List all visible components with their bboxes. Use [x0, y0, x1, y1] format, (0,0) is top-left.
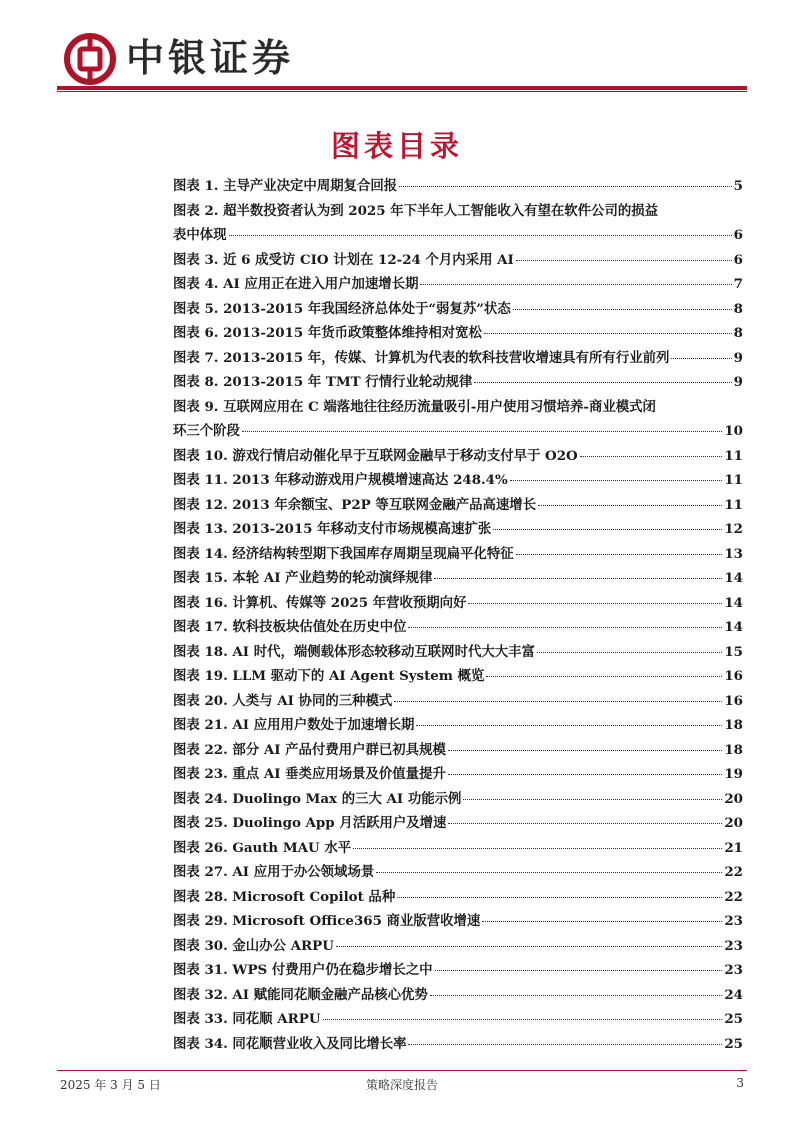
toc-entry-label: 图表 17. 软科技板块估值处在历史中位: [173, 619, 407, 635]
toc-entry-page: 21: [724, 839, 743, 856]
toc-entry-page: 20: [724, 815, 743, 831]
toc-entry[interactable]: [173, 174, 743, 199]
toc-entry-label: 图表 1. 主导产业决定中周期复合回报: [173, 178, 398, 194]
toc-entry-label-line1: 图表 9. 互联网应用在 C 端落地往往经历流量吸引-用户使用习惯培养-商业模式闭: [173, 398, 656, 415]
dot-leader: [448, 774, 723, 775]
toc-entry[interactable]: [173, 615, 743, 640]
toc-entry-page: 23: [724, 913, 743, 929]
dot-leader: [435, 970, 723, 971]
toc-entry-label-line2: 表中体现: [173, 227, 227, 243]
toc-entry-label: 图表 23. 重点 AI 垂类应用场景及价值量提升: [173, 766, 446, 782]
toc-entry-label: 图表 13. 2013-2015 年移动支付市场规模高速扩张: [173, 521, 492, 537]
dot-leader: [537, 652, 722, 653]
dot-leader: [463, 799, 722, 800]
dot-leader: [448, 823, 722, 824]
toc-entry-page: 14: [724, 594, 743, 611]
dot-leader: [513, 309, 732, 310]
dot-leader: [323, 1019, 723, 1020]
toc-entry-label: 图表 7. 2013-2015 年，传媒、计算机为代表的软科技营收增速具有所有行业前列: [173, 349, 670, 366]
toc-entry[interactable]: [173, 1007, 743, 1032]
toc-entry-label: 图表 8. 2013-2015 年 TMT 行情行业轮动规律: [173, 374, 473, 390]
toc-entry-label: 图表 11. 2013 年移动游戏用户规模增速高达 248.4%: [173, 472, 508, 488]
toc-entry-label: 图表 4. AI 应用正在进入用户加速增长期: [173, 276, 419, 292]
toc-entry-page: 6: [733, 227, 743, 243]
toc-entry-page: 9: [733, 374, 743, 390]
toc-entry-page: 5: [733, 178, 743, 194]
toc-entry-page: 11: [724, 496, 743, 513]
dot-leader: [516, 554, 723, 555]
dot-leader: [434, 578, 722, 579]
toc-entry-page: 23: [724, 937, 743, 954]
dot-leader: [416, 725, 722, 726]
toc-entry[interactable]: [173, 713, 743, 738]
dot-leader: [408, 627, 722, 628]
toc-entry-page: 18: [724, 717, 743, 733]
toc-entry[interactable]: [173, 199, 743, 248]
bank-of-china-logo-icon: [64, 33, 116, 85]
dot-leader: [399, 186, 732, 187]
toc-entry-label: 图表 32. AI 赋能同花顺金融产品核心优势: [173, 986, 428, 1003]
toc-entry-page: 25: [724, 1035, 743, 1052]
toc-entry[interactable]: [173, 983, 743, 1008]
toc-entry-page: 16: [724, 692, 743, 709]
toc-entry[interactable]: [173, 517, 743, 542]
dot-leader: [448, 750, 723, 751]
dot-leader: [516, 260, 732, 261]
toc-entry-label: 图表 29. Microsoft Office365 商业版营收增速: [173, 913, 481, 929]
toc-entry[interactable]: [173, 444, 743, 469]
toc-entry-label: 图表 33. 同花顺 ARPU: [173, 1011, 321, 1027]
toc-entry-page: 15: [724, 643, 743, 660]
dot-leader: [538, 505, 722, 506]
page-number: 3: [736, 1076, 744, 1090]
toc-entry-page: 14: [724, 570, 743, 586]
toc-entry-label: 图表 18. AI 时代，端侧载体形态较移动互联网时代大大丰富: [173, 643, 535, 660]
toc-entry[interactable]: [173, 958, 743, 983]
toc-entry[interactable]: [173, 860, 743, 885]
dot-leader: [394, 701, 722, 702]
toc-entry-label: 图表 12. 2013 年余额宝、P2P 等互联网金融产品高速增长: [173, 496, 537, 513]
toc-entry-page: 14: [724, 619, 743, 635]
toc-entry[interactable]: [173, 640, 743, 665]
toc-entry-label: 图表 20. 人类与 AI 协同的三种模式: [173, 692, 393, 709]
toc-entry[interactable]: [173, 934, 743, 959]
dot-leader: [484, 333, 732, 334]
toc-entry-label: 图表 5. 2013-2015 年我国经济总体处于“弱复苏”状态: [173, 300, 511, 317]
toc-entry-label: 图表 15. 本轮 AI 产业趋势的轮动演绎规律: [173, 570, 433, 586]
toc-entry-page: 16: [724, 668, 743, 684]
dot-leader: [493, 529, 722, 530]
toc-entry[interactable]: [173, 591, 743, 616]
toc-entry-page: 8: [733, 300, 743, 317]
dot-leader: [376, 872, 722, 873]
toc-entry[interactable]: [173, 395, 743, 444]
toc-entry-page: 12: [724, 521, 743, 537]
toc-entry-page: 13: [724, 545, 743, 562]
toc-entry-page: 22: [724, 864, 743, 880]
toc-entry-label: 图表 10. 游戏行情启动催化早于互联网金融早于移动支付早于 O2O: [173, 447, 578, 464]
toc-entry[interactable]: [173, 468, 743, 493]
toc-entry-label: 图表 19. LLM 驱动下的 AI Agent System 概览: [173, 668, 485, 684]
dot-leader: [397, 897, 722, 898]
toc-entry[interactable]: [173, 836, 743, 861]
toc-entry-page: 6: [733, 251, 743, 268]
toc-entry[interactable]: [173, 346, 743, 371]
toc-entry[interactable]: [173, 738, 743, 763]
toc-entry-label: 图表 30. 金山办公 ARPU: [173, 937, 334, 954]
toc-entry-page: 18: [724, 741, 743, 758]
toc-entry-label: 图表 34. 同花顺营业收入及同比增长率: [173, 1035, 407, 1052]
toc-entry[interactable]: [173, 321, 743, 346]
toc-entry[interactable]: [173, 1032, 743, 1057]
toc-entry[interactable]: [173, 689, 743, 714]
toc-entry-label: 图表 3. 近 6 成受访 CIO 计划在 12-24 个月内采用 AI: [173, 251, 514, 268]
dot-leader: [229, 235, 732, 236]
toc-entry[interactable]: [173, 248, 743, 273]
toc-entry[interactable]: [173, 811, 743, 836]
toc-entry-page: 11: [724, 472, 743, 488]
toc-entry[interactable]: [173, 566, 743, 591]
toc-entry-label: 图表 24. Duolingo Max 的三大 AI 功能示例: [173, 790, 462, 807]
dot-leader: [468, 603, 722, 604]
toc-entry-label: 图表 21. AI 应用用户数处于加速增长期: [173, 717, 415, 733]
toc-entry-label-line2: 环三个阶段: [173, 423, 240, 439]
dot-leader: [353, 848, 722, 849]
toc-entry-label: 图表 28. Microsoft Copilot 品种: [173, 888, 396, 905]
header-rule: [57, 86, 747, 90]
toc-entry-page: 22: [724, 888, 743, 905]
toc-entry[interactable]: [173, 762, 743, 787]
report-date: 2025 年 3 月 5 日: [60, 1078, 161, 1092]
toc-entry[interactable]: [173, 885, 743, 910]
toc-entry-page: 25: [724, 1011, 743, 1027]
dot-leader: [242, 431, 722, 432]
toc-entry-label: 图表 6. 2013-2015 年货币政策整体维持相对宽松: [173, 325, 482, 341]
dot-leader: [482, 921, 722, 922]
toc-entry[interactable]: [173, 272, 743, 297]
footer-rule: [57, 1070, 747, 1071]
page-title: 图表目录: [330, 129, 463, 163]
toc-entry-page: 10: [724, 423, 743, 439]
table-of-figures: [173, 174, 743, 1056]
toc-entry-label: 图表 26. Gauth MAU 水平: [173, 839, 352, 856]
header-rule-thin: [57, 91, 747, 92]
toc-entry[interactable]: [173, 542, 743, 567]
toc-entry[interactable]: [173, 493, 743, 518]
dot-leader: [336, 946, 722, 947]
dot-leader: [430, 995, 723, 996]
toc-entry[interactable]: [173, 370, 743, 395]
toc-entry-label: 图表 25. Duolingo App 月活跃用户及增速: [173, 815, 447, 831]
toc-entry-label: 图表 31. WPS 付费用户仍在稳步增长之中: [173, 962, 433, 978]
dot-leader: [420, 284, 731, 285]
toc-entry[interactable]: [173, 909, 743, 934]
brand-name: 中银证券: [126, 36, 295, 80]
toc-entry[interactable]: [173, 297, 743, 322]
dot-leader: [580, 456, 723, 457]
toc-entry-page: 8: [733, 325, 743, 341]
toc-entry-label: 图表 16. 计算机、传媒等 2025 年营收预期向好: [173, 594, 467, 611]
toc-entry-page: 20: [724, 790, 743, 807]
toc-entry-page: 24: [724, 986, 743, 1003]
toc-entry-page: 9: [733, 349, 743, 366]
toc-entry-label: 图表 27. AI 应用于办公领域场景: [173, 864, 375, 880]
toc-entry[interactable]: [173, 787, 743, 812]
toc-entry-page: 19: [724, 766, 743, 782]
toc-entry-page: 7: [733, 276, 743, 292]
dot-leader: [408, 1044, 722, 1045]
dot-leader: [474, 382, 731, 383]
report-type: 策略深度报告: [365, 1078, 438, 1092]
dot-leader: [486, 676, 722, 677]
page-header: [0, 0, 794, 96]
toc-entry-label-line1: 图表 2. 超半数投资者认为到 2025 年下半年人工智能收入有望在软件公司的损益: [173, 202, 659, 219]
toc-entry-page: 23: [724, 962, 743, 978]
toc-entry-label: 图表 14. 经济结构转型期下我国库存周期呈现扁平化特征: [173, 545, 514, 562]
toc-entry[interactable]: [173, 664, 743, 689]
toc-entry-page: 11: [724, 447, 743, 464]
toc-entry-label: 图表 22. 部分 AI 产品付费用户群已初具规模: [173, 741, 446, 758]
dot-leader: [671, 358, 731, 359]
dot-leader: [510, 480, 723, 481]
